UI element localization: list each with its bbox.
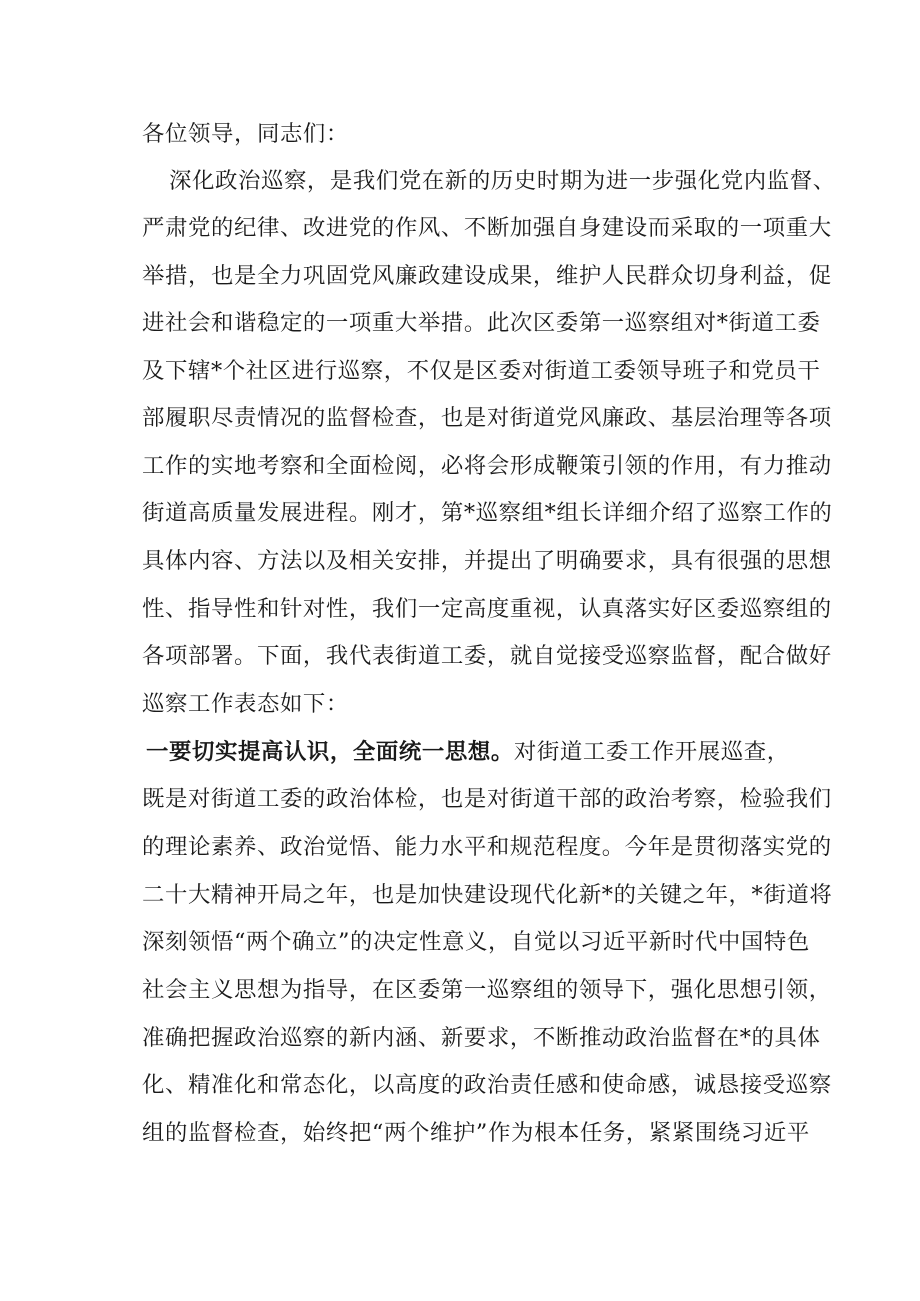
paragraph-2-line-7: 准确把握政治巡察的新内涵、新要求，不断推动政治监督在*的具体	[142, 1025, 821, 1051]
paragraph-2-line-6: 社会主义思想为指导，在区委第一巡察组的领导下，强化思想引领，	[142, 977, 832, 1003]
paragraph-1-line-9: 具体内容、方法以及相关安排，并提出了明确要求，具有很强的思想	[142, 548, 832, 574]
paragraph-2-line-1	[146, 732, 790, 772]
paragraph-2-line-2: 既是对街道工委的政治体检，也是对街道干部的政治考察，检验我们	[142, 786, 832, 812]
paragraph-1-line-3: 举措，也是全力巩固党风廉政建设成果，维护人民群众切身利益，促	[142, 263, 832, 289]
paragraph-1-line-11: 各项部署。下面，我代表街道工委，就自觉接受巡察监督，配合做好	[142, 643, 832, 669]
paragraph-2-line-3: 的理论素养、政治觉悟、能力水平和规范程度。今年是贯彻落实党的	[142, 834, 832, 860]
paragraph-2-line-5: 深刻领悟“两个确立”的决定性意义，自觉以习近平新时代中国特色	[142, 929, 810, 955]
paragraph-1-line-2: 严肃党的纪律、改进党的作风、不断加强自身建设而采取的一项重大	[142, 215, 832, 241]
paragraph-1-line-1: 深化政治巡察，是我们党在新的历史时期为进一步强化党内监督、	[146, 168, 836, 194]
salutation: 各位领导，同志们：	[142, 121, 349, 147]
paragraph-2-line-9: 组的监督检查，始终把“两个维护”作为根本任务，紧紧围绕习近平	[142, 1120, 810, 1146]
paragraph-1-line-5: 及下辖*个社区进行巡察，不仅是区委对街道工委领导班子和党员干	[142, 358, 821, 384]
paragraph-1-line-10: 性、指导性和针对性，我们一定高度重视，认真落实好区委巡察组的	[142, 596, 832, 622]
paragraph-2-heading: 一要切实提高认识，全面统一思想。	[146, 739, 514, 765]
paragraph-1-line-4: 进社会和谐稳定的一项重大举措。此次区委第一巡察组对*街道工委	[142, 310, 821, 336]
paragraph-2-line-4: 二十大精神开局之年，也是加快建设现代化新*的关键之年，*街道将	[142, 882, 833, 908]
paragraph-2-line-1-rest: 对街道工委工作开展巡查，	[513, 739, 790, 765]
paragraph-2-line-8: 化、精准化和常态化，以高度的政治责任感和使命感，诚恳接受巡察	[142, 1072, 832, 1098]
paragraph-1-line-7: 工作的实地考察和全面检阅，必将会形成鞭策引领的作用，有力推动	[142, 453, 832, 479]
paragraph-1-line-6: 部履职尽责情况的监督检查，也是对街道党风廉政、基层治理等各项	[142, 405, 832, 431]
paragraph-1-line-12: 巡察工作表态如下：	[142, 691, 349, 717]
paragraph-1-line-8: 街道高质量发展进程。刚才，第*巡察组*组长详细介绍了巡察工作的	[142, 500, 833, 526]
